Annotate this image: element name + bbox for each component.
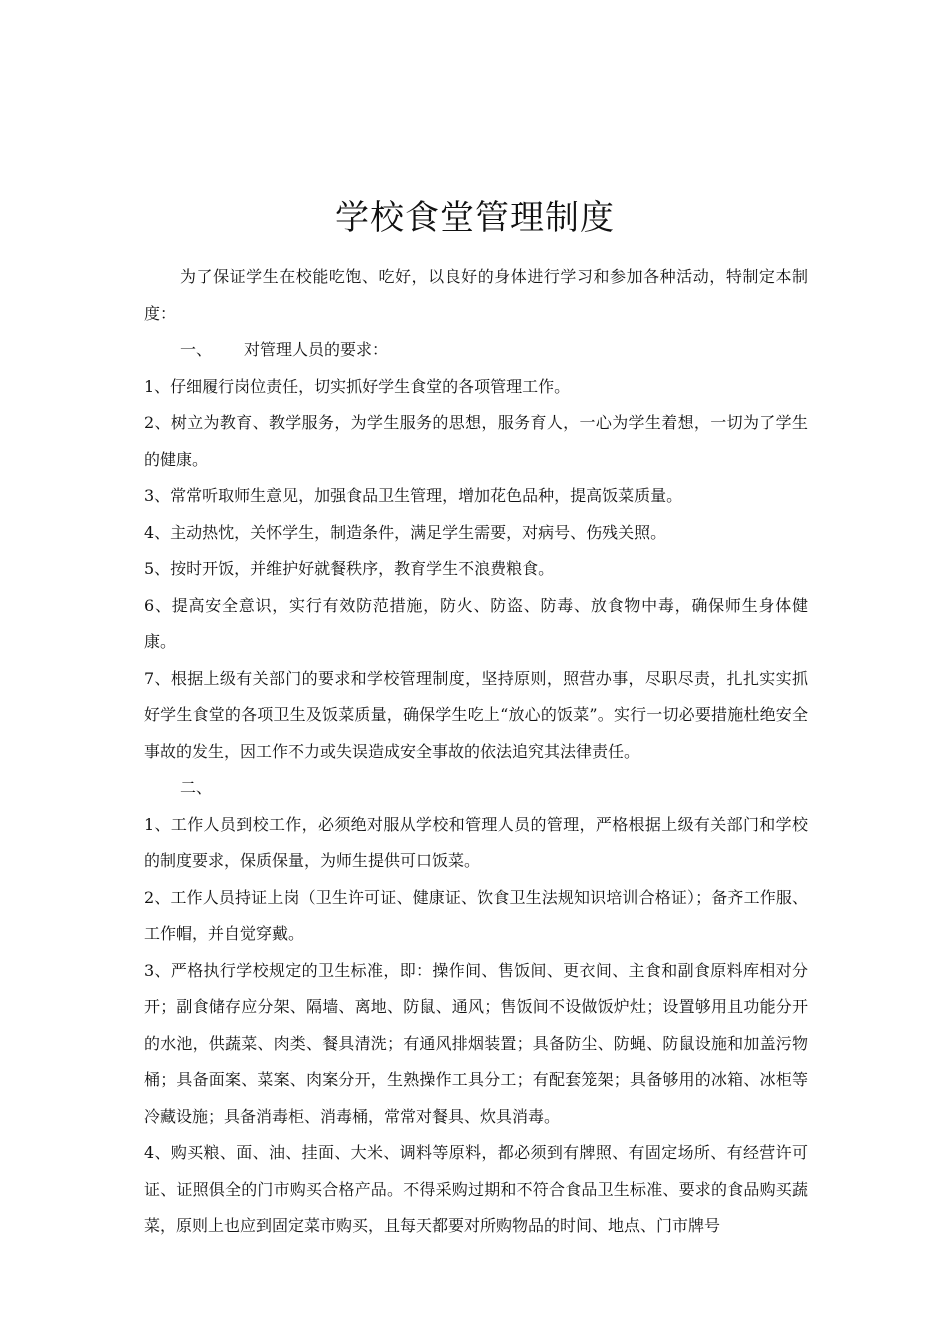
section-1-item-4: 4、主动热忱，关怀学生，制造条件，满足学生需要，对病号、伤残关照。 (144, 522, 667, 542)
section-1-item-3: 3、常常听取师生意见，加强食品卫生管理，增加花色品种，提高饭菜质量。 (144, 486, 683, 505)
section-1-number: 一、 (180, 340, 213, 359)
section-1-heading (144, 332, 808, 369)
section-1-title: 对管理人员的要求： (244, 340, 389, 359)
section-2-item-1: 1、工作人员到校工作，必须绝对服从学校和管理人员的管理，严格根据上级有关部门和学校的制度要求，保质保量，为师生提供可口饭菜。 (144, 814, 808, 870)
section-2-number: 二、 (180, 778, 213, 797)
section-2-item-3: 3、严格执行学校规定的卫生标准，即：操作间、售饭间、更衣间、主食和副食原料库相对分开；副食储存应分架、隔墙、离地、防鼠、通风；售饭间不设做饭炉灶；设置够用且功能分开的水池，供蔬菜、肉类、餐具清洗；有通风排烟装置；具备防尘、防蝇、防鼠设施和加盖污物桶；具备面案、菜案、肉案分开，生熟操作工具分工；有配套笼架；具备够用的冰箱、冰柜等冷藏设施；具备消毒柜、消毒桶，常常对餐具、炊具消毒。 (144, 960, 808, 1126)
section-1-item-2: 2、树立为教育、教学服务，为学生服务的思想，服务育人，一心为学生着想，一切为了学生的健康。 (144, 413, 808, 469)
section-1-item-5: 5、按时开饭，并维护好就餐秩序，教育学生不浪费粮食。 (144, 559, 555, 578)
section-1-item-7: 7、根据上级有关部门的要求和学校管理制度，坚持原则，照营办事，尽职尽责，扎扎实实抓好学生食堂的各项卫生及饭菜质量，确保学生吃上“放心的饭菜”。实行一切必要措施杜绝安全事故的发生，因工作不力或失误造成安全事故的依法追究其法律责任。 (144, 668, 808, 761)
document-body (144, 259, 808, 1245)
document-title: 学校食堂管理制度 (335, 198, 615, 238)
section-2-item-4: 4、购买粮、面、油、挂面、大米、调料等原料，都必须到有牌照、有固定场所、有经营许可证、证照俱全的门市购买合格产品。不得采购过期和不符合食品卫生标准、要求的食品购买蔬菜，原则上也应到固定菜市购买，且每天都要对所购物品的时间、地点、门市牌号 (144, 1143, 808, 1235)
section-1-item-1: 1、仔细履行岗位责任，切实抓好学生食堂的各项管理工作。 (144, 376, 571, 396)
section-2-heading (144, 770, 808, 807)
section-2-item-2: 2、工作人员持证上岗（卫生许可证、健康证、饮食卫生法规知识培训合格证）；备齐工作服、工作帽，并自觉穿戴。 (144, 887, 808, 943)
intro-paragraph: 为了保证学生在校能吃饱、吃好，以良好的身体进行学习和参加各种活动，特制定本制度： (144, 267, 808, 323)
section-1-item-6: 6、提高安全意识，实行有效防范措施，防火、防盗、防毒、放食物中毒，确保师生身体健康。 (144, 595, 808, 651)
